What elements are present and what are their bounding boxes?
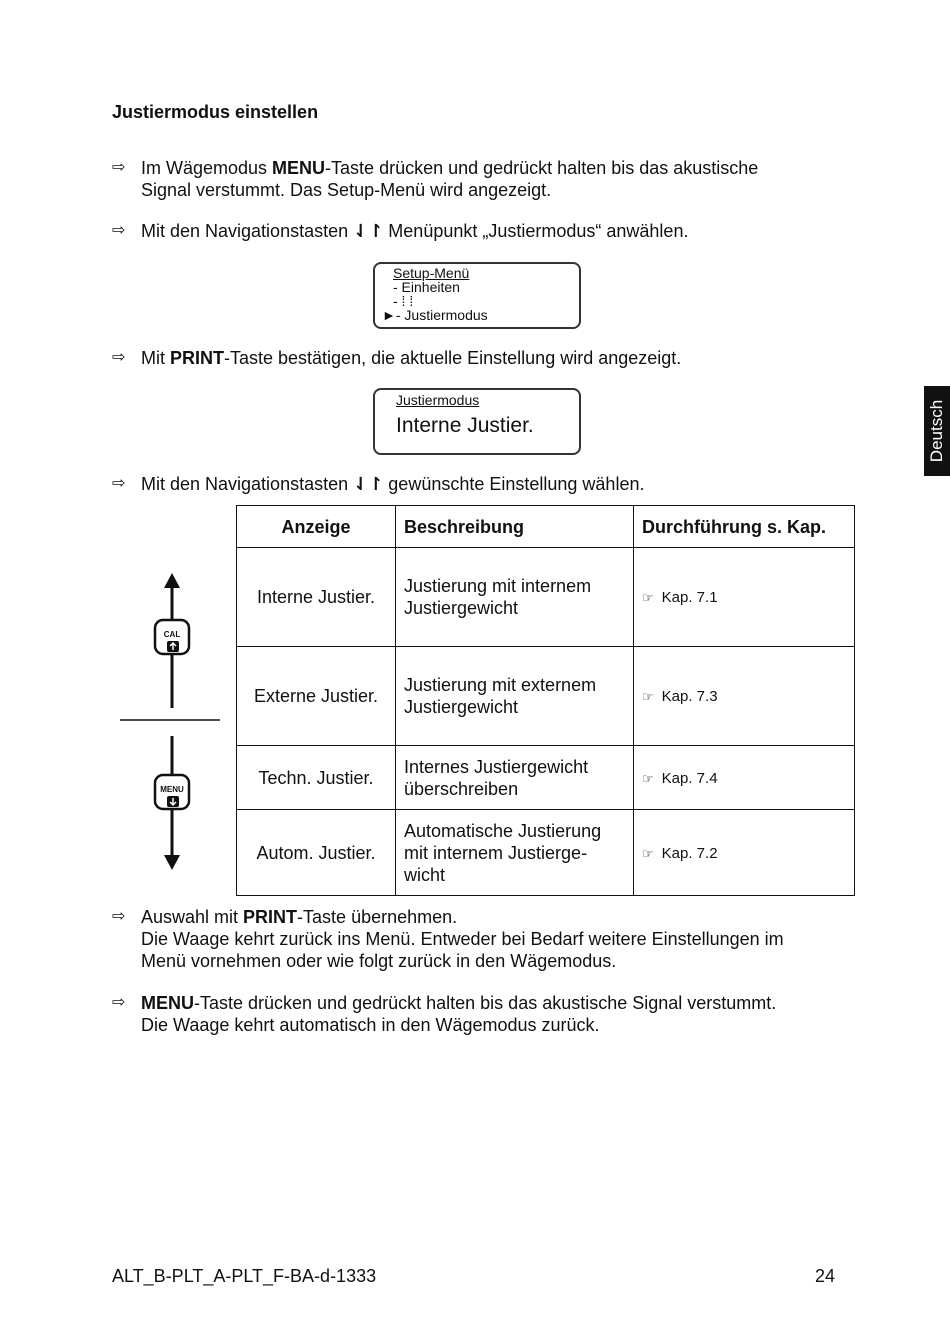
- right-arrow-icon: ⇨: [112, 475, 126, 492]
- step4-pre: Mit den Navigationstasten: [141, 474, 354, 494]
- pointing-hand-icon: ☞: [642, 770, 654, 786]
- step5-post: -Taste übernehmen.: [297, 907, 458, 927]
- step6-post: -Taste drücken und gedrückt halten bis das akustische Signal verstummt.: [194, 993, 777, 1013]
- beschreibung-cell: [396, 810, 634, 896]
- anzeige-cell: Techn. Justier.: [237, 746, 396, 810]
- step1-line2: Signal verstummt. Das Setup-Menü wird angezeigt.: [141, 180, 552, 200]
- cal-key-icon: [155, 620, 189, 654]
- right-arrow-icon: ⇨: [112, 994, 126, 1011]
- menu-key-icon: [155, 775, 189, 809]
- table-header: Durchführung s. Kap.: [634, 506, 855, 548]
- anzeige-cell: Interne Justier.: [237, 548, 396, 647]
- beschreibung-line: Justiergewicht: [404, 697, 519, 717]
- table-row: [237, 548, 855, 647]
- table-row: [237, 647, 855, 746]
- beschreibung-line: mit internem Justierge-: [404, 842, 588, 863]
- kap-cell: [634, 647, 855, 746]
- justiermodus-display: [373, 388, 581, 455]
- table-header-row: [237, 506, 855, 548]
- step5-pre: Auswahl mit: [141, 907, 244, 927]
- table-row: [237, 810, 855, 896]
- display-line-justiermodus: ►- Justiermodus: [382, 307, 488, 323]
- kap-cell: [634, 548, 855, 647]
- anzeige-cell: Externe Justier.: [237, 647, 396, 746]
- beschreibung-line: wicht: [404, 864, 446, 885]
- document-id: ALT_B-PLT_A-PLT_F-BA-d-1333: [112, 1266, 377, 1286]
- cal-key-label: CAL: [163, 630, 181, 639]
- print-key-label: PRINT: [170, 348, 224, 368]
- table-header: Anzeige: [237, 506, 396, 548]
- beschreibung-line: Justierung mit internem: [404, 576, 592, 596]
- beschreibung-cell: [396, 647, 634, 746]
- calibration-table: [236, 505, 855, 896]
- kap-reference: Kap. 7.3: [661, 688, 718, 705]
- step2-pre: Mit den Navigationstasten: [141, 221, 354, 241]
- pointing-hand-icon: ☞: [642, 845, 654, 861]
- right-arrow-icon: ⇨: [112, 159, 126, 176]
- display-line-einheiten: - Einheiten: [393, 279, 460, 295]
- language-tab: [924, 386, 950, 476]
- menu-key-label: MENU: [141, 993, 194, 1013]
- kap-reference: Kap. 7.4: [661, 769, 718, 787]
- step1-text: -Taste drücken und gedrückt halten bis das akustische: [325, 158, 759, 178]
- step1-pre: Im Wägemodus: [141, 158, 273, 178]
- menu-key-label: MENU: [160, 785, 184, 794]
- kap-reference: Kap. 7.1: [661, 589, 718, 606]
- language-tab-label: Deutsch: [927, 399, 946, 463]
- step5-line2: Die Waage kehrt zurück ins Menü. Entweder bei Bedarf weitere Einstellungen im: [141, 929, 784, 949]
- kap-reference: Kap. 7.2: [661, 844, 718, 862]
- step4-post: gewünschte Einstellung wählen.: [383, 474, 645, 494]
- step5-line3: Menü vornehmen oder wie folgt zurück in den Wägemodus.: [141, 951, 617, 971]
- anzeige-cell: Autom. Justier.: [237, 810, 396, 896]
- display-title: Justiermodus: [396, 392, 480, 408]
- beschreibung-line: Automatische Justierung: [404, 820, 602, 841]
- beschreibung-cell: [396, 548, 634, 647]
- beschreibung-line: Internes Justiergewicht: [404, 756, 589, 777]
- navigation-keys-icon: ⇃↾: [353, 221, 384, 241]
- pointing-hand-icon: ☞: [642, 689, 654, 704]
- print-key-label: PRINT: [243, 907, 298, 927]
- table-row: [237, 746, 855, 810]
- navigation-keys-icon: ⇃↾: [353, 474, 384, 494]
- kap-cell: [634, 810, 855, 896]
- right-arrow-icon: ⇨: [112, 222, 126, 239]
- pointing-hand-icon: ☞: [642, 590, 654, 605]
- step3-post: -Taste bestätigen, die aktuelle Einstellung wird angezeigt.: [224, 348, 682, 368]
- beschreibung-line: Justiergewicht: [404, 598, 519, 618]
- step3-pre: Mit: [141, 348, 170, 368]
- beschreibung-line: Justierung mit externem: [404, 675, 597, 695]
- section-heading: Justiermodus einstellen: [112, 102, 319, 122]
- right-arrow-icon: ⇨: [112, 908, 126, 925]
- display-title: Setup-Menü: [393, 265, 470, 281]
- step6-line2: Die Waage kehrt automatisch in den Wägemodus zurück.: [141, 1015, 600, 1035]
- beschreibung-cell: [396, 746, 634, 810]
- table-header: Beschreibung: [396, 506, 634, 548]
- display-value: Interne Justier.: [396, 414, 534, 437]
- beschreibung-line: überschreiben: [404, 778, 519, 799]
- display-line-dots: - ⁞ ⁞: [393, 293, 414, 309]
- step2-post: Menüpunkt „Justiermodus“ anwählen.: [383, 221, 689, 241]
- navigation-key-diagram: [110, 570, 230, 875]
- kap-cell: [634, 746, 855, 810]
- right-arrow-icon: ⇨: [112, 349, 126, 366]
- setup-menu-display: [373, 262, 581, 329]
- menu-key-label: MENU: [272, 158, 326, 178]
- page-number: 24: [815, 1266, 836, 1286]
